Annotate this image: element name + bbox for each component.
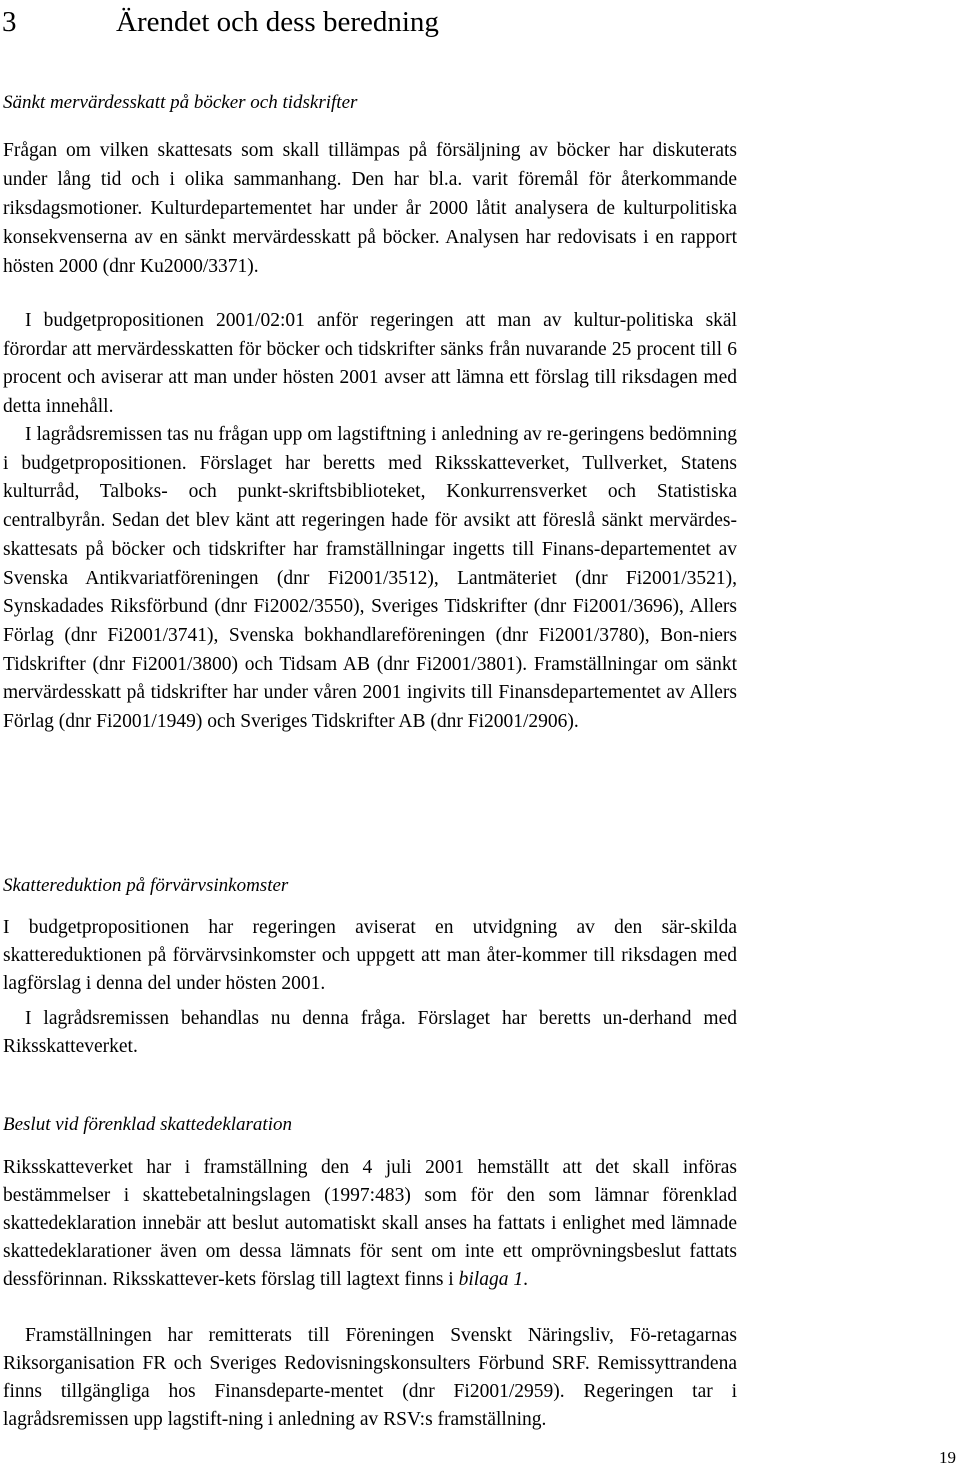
paragraph: Frågan om vilken skattesats som skall tillämpas på försäljning av böcker har diskuterats under lång tid och i olika sammanhang. Den har bl.a. varit föremål för återkommande riksdagsmotioner. Kulturdepartementet har under år 2000 låtit analysera de kulturpolitiska konsekvenserna av en sänkt mervärdesskatt på böcker. Analysen har redovisats i en rapport hösten 2000 (dnr Ku2000/3371). xyxy=(3,140,737,277)
section-heading-vat-books: Sänkt mervärdesskatt på böcker och tidskrifter xyxy=(3,92,358,113)
page-number: 19 xyxy=(939,1448,956,1467)
paragraph: I lagrådsremissen behandlas nu denna fråga. Förslaget har beretts un-derhand med Riksskatteverket. xyxy=(3,1008,737,1057)
section-heading-tax-reduction: Skattereduktion på förvärvsinkomster xyxy=(3,875,289,896)
chapter-number: 3 xyxy=(2,6,17,38)
section-heading-simplified-tax-return: Beslut vid förenklad skattedeklaration xyxy=(3,1114,292,1135)
paragraph-end: . xyxy=(523,1269,528,1290)
chapter-title: Ärendet och dess beredning xyxy=(116,6,439,38)
paragraph xyxy=(3,1154,737,1294)
paragraph: I budgetpropositionen har regeringen aviserat en utvidgning av den sär-skilda skattereduktionen på förvärvsinkomster och uppgett att man åter-kommer till riksdagen med lagförslag i denna del under hösten 2001. xyxy=(3,917,737,994)
paragraph-text: Riksskatteverket har i framställning den 4 juli 2001 hemställt att det skall införas bestämmelser i skattebetalningslagen (1997:483) som för den som lämnar förenklad skattedeklaration innebär att beslut automatiskt skall anses ha fattats i enlighet med lämnade skattedeklarationer även om dessa lämnats för sent om inte ett omprövningsbeslut fattats dessförinnan. Riksskattever-kets förslag till lagtext finns i xyxy=(3,1157,737,1290)
paragraph: Framställningen har remitterats till Föreningen Svenskt Näringsliv, Fö-retagarnas Riksorganisation FR och Sveriges Redovisningskonsulters Förbund SRF. Remissyttrandena finns tillgängliga hos Finansdeparte-mentet (dnr Fi2001/2959). Regeringen tar i lagrådsremissen upp lagstift-ning i anledning av RSV:s framställning. xyxy=(3,1325,737,1430)
paragraph: I budgetpropositionen 2001/02:01 anför regeringen att man av kultur-politiska skäl förordar att mervärdesskatten för böcker och tidskrifter sänks från nuvarande 25 procent till 6 procent och aviserar att man under hösten 2001 avser att lämna ett förslag till riksdagen med detta innehåll. xyxy=(3,310,737,417)
paragraph: I lagrådsremissen tas nu frågan upp om lagstiftning i anledning av re-geringens bedömning i budgetpropositionen. Förslaget har beretts med Riksskatteverket, Tullverket, Statens kulturråd, Talboks- och punkt-skriftsbiblioteket, Konkurrensverket och Statistiska centralbyrån. Sedan det blev känt att regeringen hade för avsikt att föreslå sänkt mervärdes-skattesats på böcker och tidskrifter har framställningar ingetts till Finans-departementet av Svenska Antikvariatföreningen (dnr Fi2001/3512), Lantmäteriet (dnr Fi2001/3521), Synskadades Riksförbund (dnr Fi2002/3550), Sveriges Tidskrifter (dnr Fi2001/3696), Allers Förlag (dnr Fi2001/3741), Svenska bokhandlareföreningen (dnr Fi2001/3780), Bon-niers Tidskrifter (dnr Fi2001/3800) och Tidsam AB (dnr Fi2001/3801). Framställningar om sänkt mervärdesskatt på tidskrifter har under våren 2001 ingivits till Finansdepartementet av Allers Förlag (dnr Fi2001/1949) och Sveriges Tidskrifter AB (dnr Fi2001/2906). xyxy=(3,424,737,733)
appendix-reference: bilaga 1 xyxy=(458,1269,524,1290)
